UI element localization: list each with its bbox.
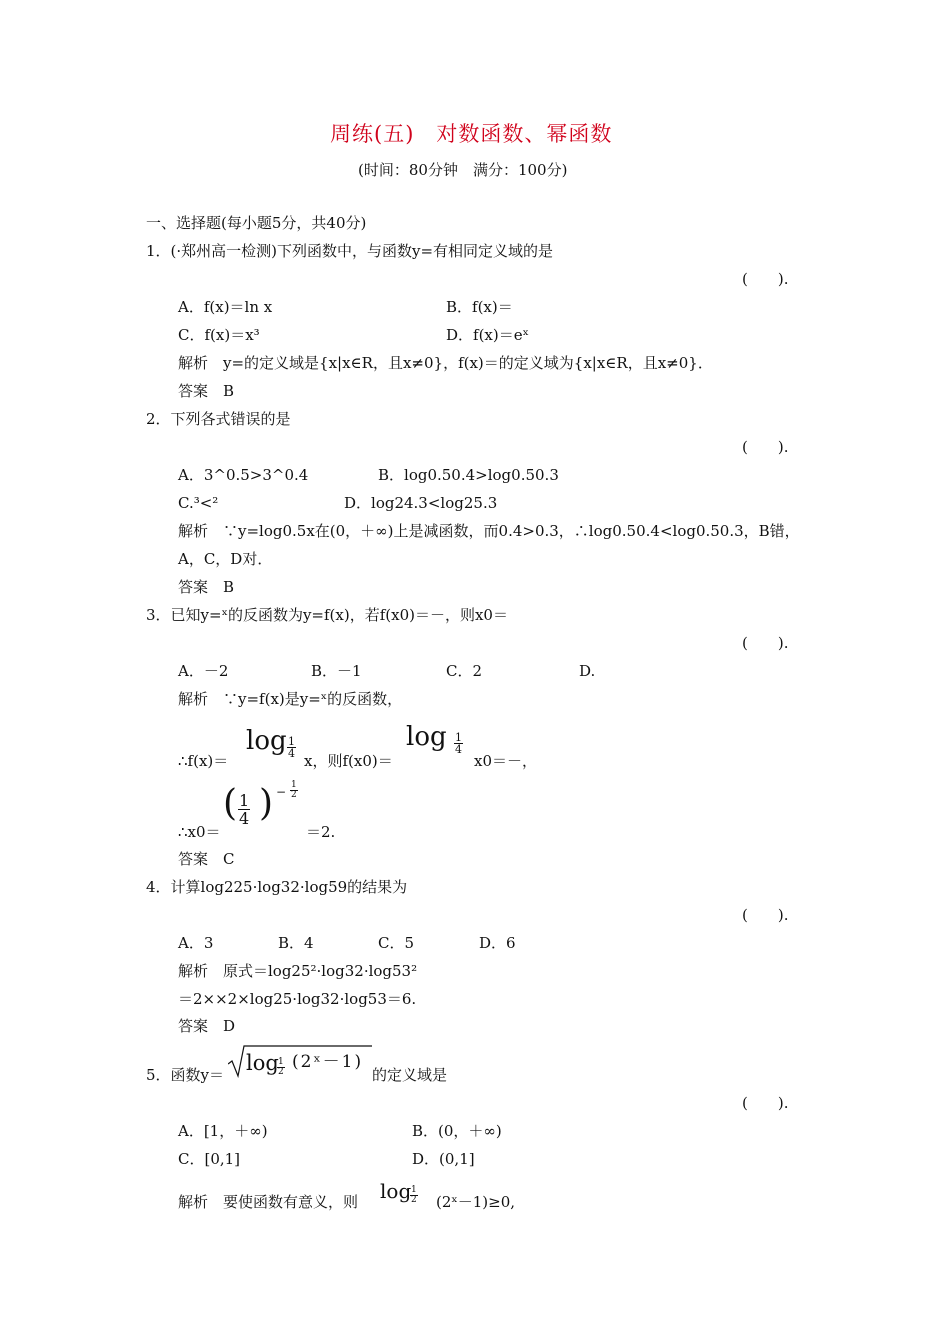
q2-stem: 2．下列各式错误的是 xyxy=(146,410,291,428)
q3-analysis: 解析 ∵y=f(x)是y=ˣ的反函数， xyxy=(178,690,403,708)
q3-left-paren: ( xyxy=(223,783,238,824)
q3-formula-a-prefix: ∴f(x)＝ xyxy=(178,752,229,770)
q5-answer-paren: ( ). xyxy=(742,1094,789,1112)
q3-formula-a-end: x0＝－， xyxy=(474,752,538,770)
q4-option-b: B．4 xyxy=(278,934,314,952)
q3-option-b: B．－1 xyxy=(311,662,362,680)
q3-log-1-base-num: 1 xyxy=(288,735,295,748)
q1-option-a: A．f(x)＝ln x xyxy=(178,298,273,316)
q5-option-c: C．[0,1] xyxy=(178,1150,241,1168)
q3-exponent-fraction xyxy=(290,781,298,800)
q2-option-a: A．3^0.5>3^0.4 xyxy=(178,466,309,484)
q3-exponent-den: 2 xyxy=(291,790,297,800)
section-heading: 一、选择题(每小题5分，共40分) xyxy=(146,214,367,232)
q5-option-b: B．(0，＋∞) xyxy=(412,1122,502,1140)
q3-log-2: log xyxy=(406,722,447,752)
q3-answer: 答案 C xyxy=(178,850,235,868)
q3-base-fraction-den: 4 xyxy=(239,809,250,828)
q5-analysis-base-den: 2 xyxy=(411,1195,417,1205)
q5-analysis-suffix: (2ˣ－1)≥0, xyxy=(436,1193,516,1211)
q3-formula-b-end: ＝2. xyxy=(306,823,336,841)
q2-answer-paren: ( ). xyxy=(742,438,789,456)
q1-answer: 答案 B xyxy=(178,382,235,400)
q5-stem-prefix: 5．函数y＝ xyxy=(146,1066,225,1084)
q2-option-d: D．log24.3<log25.3 xyxy=(344,494,498,512)
q3-exponent-minus: − xyxy=(276,785,287,799)
q3-option-d: D. xyxy=(579,662,596,680)
q3-stem: 3．已知y=ˣ的反函数为y=f(x)，若f(x0)＝－，则x0＝ xyxy=(146,606,508,624)
q2-option-c: C.³<² xyxy=(178,494,219,512)
q2-answer: 答案 B xyxy=(178,578,235,596)
q1-answer-paren: ( ). xyxy=(742,270,789,288)
q3-formula-b-prefix: ∴x0＝ xyxy=(178,823,221,841)
q5-analysis-log-base xyxy=(410,1186,418,1205)
q5-analysis-prefix: 解析 要使函数有意义，则 xyxy=(178,1193,359,1211)
q3-formula-a-mid: x，则f(x0)＝ xyxy=(304,752,393,770)
q1-option-c: C．f(x)＝x³ xyxy=(178,326,260,344)
q3-log-1-base-den: 4 xyxy=(288,747,295,760)
page-subtitle: (时间：80分钟 满分：100分) xyxy=(358,161,568,179)
q1-option-d: D．f(x)＝eˣ xyxy=(446,326,529,344)
q3-base-fraction xyxy=(238,792,250,827)
q1-stem: 1．(·郑州高一检测)下列函数中，与函数y=有相同定义域的是 xyxy=(146,242,554,260)
q5-analysis-base-num: 1 xyxy=(411,1185,417,1195)
q3-option-c: C．2 xyxy=(446,662,483,680)
q3-log-1: log xyxy=(246,726,287,756)
q5-radicand-base-num: 1 xyxy=(278,1057,284,1067)
q5-option-a: A．[1，＋∞) xyxy=(178,1122,268,1140)
q3-answer-paren: ( ). xyxy=(742,634,789,652)
q5-radicand-base xyxy=(277,1058,285,1077)
q5-option-d: D．(0,1] xyxy=(412,1150,475,1168)
page-title: 周练(五) 对数函数、幂函数 xyxy=(330,122,613,146)
q4-analysis-line2: ＝2××2×log25·log32·log53＝6. xyxy=(178,990,417,1008)
q3-exponent-num: 1 xyxy=(291,780,297,790)
q3-log-2-base-num: 1 xyxy=(455,731,462,744)
q3-right-paren: ) xyxy=(259,783,274,824)
q5-analysis-log: log xyxy=(380,1179,412,1203)
q4-option-a: A．3 xyxy=(178,934,214,952)
q2-analysis-line2: A，C，D对． xyxy=(178,550,273,568)
q5-stem-suffix: 的定义域是 xyxy=(372,1066,448,1084)
q3-log-1-base xyxy=(287,736,296,759)
q2-option-b: B．log0.50.4>log0.50.3 xyxy=(378,466,559,484)
q5-radicand-base-den: 2 xyxy=(278,1067,284,1077)
q3-option-a: A．－2 xyxy=(178,662,229,680)
q4-option-d: D．6 xyxy=(479,934,516,952)
q5-radicand-log: log xyxy=(246,1051,279,1075)
q2-analysis-line1: 解析 ∵y=log0.5x在(0，＋∞)上是减函数，而0.4>0.3，∴log0.50.4<log0.50.3，B错， xyxy=(178,522,800,540)
q4-option-c: C．5 xyxy=(378,934,415,952)
q4-answer-paren: ( ). xyxy=(742,906,789,924)
q3-log-2-base xyxy=(454,732,463,755)
q4-analysis-line1: 解析 原式＝log25²·log32·log53² xyxy=(178,962,418,980)
q4-answer: 答案 D xyxy=(178,1017,236,1035)
q1-analysis: 解析 y=的定义域是{x|x∈R，且x≠0}，f(x)＝的定义域为{x|x∈R，且x≠0}． xyxy=(178,354,713,372)
q3-log-2-base-den: 4 xyxy=(455,743,462,756)
q4-stem: 4．计算log225·log32·log59的结果为 xyxy=(146,878,408,896)
q5-radicand-arg: (2ˣ－1) xyxy=(292,1052,364,1072)
q1-option-b: B．f(x)＝ xyxy=(446,298,513,316)
q3-base-fraction-num: 1 xyxy=(239,791,250,810)
